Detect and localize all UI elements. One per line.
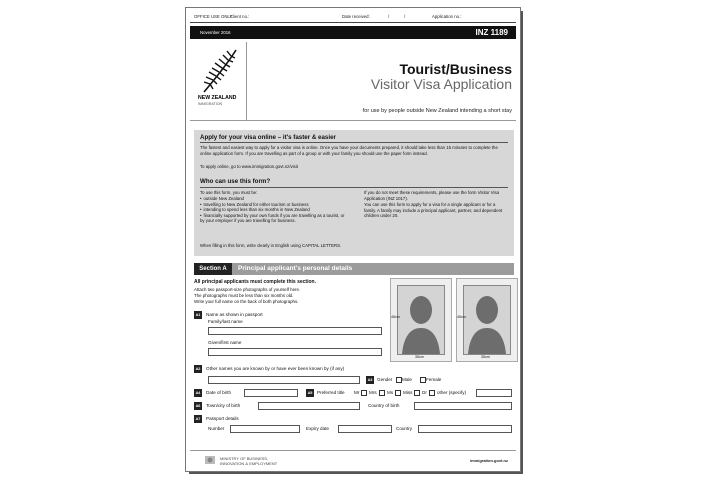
gender-label: Gender — [377, 377, 393, 382]
photo-box-1[interactable] — [390, 278, 452, 362]
question-badge-a1: A1 — [195, 313, 201, 317]
title-ms-checkbox[interactable] — [395, 390, 401, 396]
person-silhouette-icon — [464, 286, 510, 354]
other-names-label: Other names you are known by or have ever been known by (if any) — [206, 366, 345, 371]
title-other-label: other (specify) — [437, 390, 467, 395]
question-badge-a5: A5 — [307, 391, 313, 395]
photo-placeholder — [463, 285, 511, 355]
passport-country-input[interactable] — [418, 425, 512, 433]
logo-agency: IMMIGRATION — [198, 102, 223, 106]
passport-number-input[interactable] — [230, 425, 300, 433]
passport-number-label: Number — [208, 426, 225, 431]
form-subtitle-main: Visitor Visa Application — [370, 76, 512, 92]
divider — [190, 450, 516, 451]
office-use-label: OFFICE USE ONLY — [194, 14, 233, 19]
title-miss-label: Miss — [403, 390, 413, 395]
who-right-1: If you do not meet these requirements, please use the form Visitor Visa Application (INZ 1017). — [364, 190, 500, 201]
caps-note: When filling in this form, write clearly in English using CAPITAL LETTERS. — [200, 243, 342, 248]
family-name-input[interactable] — [208, 327, 382, 335]
male-label: Male — [402, 377, 412, 382]
expiry-label: Expiry date — [306, 426, 329, 431]
title-mrs-label: Mrs — [369, 390, 377, 395]
form-date: November 2016 — [200, 30, 231, 35]
divider — [200, 187, 508, 188]
passport-label: Passport details — [206, 416, 239, 421]
photo-placeholder — [397, 285, 445, 355]
photo-height-label: 45cm — [457, 315, 466, 319]
question-badge-a2: A2 — [195, 367, 201, 371]
photo-box-2[interactable] — [456, 278, 518, 362]
question-badge-a6: A6 — [195, 404, 201, 408]
family-name-label: Family/last name — [208, 319, 243, 324]
preferred-title-label: Preferred title — [317, 390, 345, 395]
ministry-name: MINISTRY OF BUSINESS, INNOVATION & EMPLOYMENT — [220, 456, 278, 466]
other-names-input[interactable] — [208, 376, 360, 384]
photo-width-label: 35cm — [481, 355, 490, 359]
divider — [200, 142, 508, 143]
logo-country: NEW ZEALAND — [198, 95, 237, 101]
list-item: • travelling to New Zealand for either tourism or business — [200, 202, 350, 208]
who-list — [200, 196, 350, 224]
list-item: • intending to spend less than six months in New Zealand — [200, 207, 350, 213]
question-badge-a7: A7 — [195, 417, 201, 421]
photo-width-label: 35cm — [415, 355, 424, 359]
date-slash: / — [388, 14, 390, 19]
who-intro: To use this form, you must be: — [200, 190, 258, 195]
title-dr-checkbox[interactable] — [429, 390, 435, 396]
crest-icon — [204, 455, 216, 465]
who-heading: Who can use this form? — [200, 178, 271, 185]
nz-logo — [192, 42, 247, 120]
title-mr-label: Mr — [354, 390, 360, 395]
form-number: INZ 1189 — [475, 28, 508, 37]
date-received-label: Date received: — [342, 14, 370, 19]
town-birth-input[interactable] — [258, 402, 360, 410]
expiry-input[interactable] — [338, 425, 392, 433]
passport-country-label: Country — [396, 426, 413, 431]
list-item: • financially supported by your own funds if you are travelling as a tourist, or by your employer if you are travelling for business. — [200, 213, 350, 224]
name-title-label: Name as shown in passport — [206, 312, 263, 317]
instruction-line: Attach two passport-size photographs of yourself here. — [194, 287, 301, 292]
question-badge-a4: A4 — [195, 391, 201, 395]
title-mr-checkbox[interactable] — [361, 390, 367, 396]
section-title: Principal applicant's personal details — [238, 265, 353, 272]
given-name-input[interactable] — [208, 348, 382, 356]
instruction-line: The photographs must be less than six months old. — [194, 293, 294, 298]
photo-height-label: 45cm — [391, 315, 400, 319]
info-box — [194, 130, 514, 256]
dob-label: Date of birth — [206, 390, 232, 395]
female-label: Female — [426, 377, 442, 382]
footer-website[interactable]: immigration.govt.nz — [470, 458, 508, 463]
form-subtitle: for use by people outside New Zealand intending a short stay — [362, 108, 512, 114]
divider — [190, 120, 516, 121]
instruction-bold: All principal applicants must complete this section. — [194, 279, 316, 285]
title-ms-label: Ms — [387, 390, 394, 395]
fern-icon — [200, 46, 240, 94]
date-slash: / — [404, 14, 406, 19]
form-page — [186, 8, 520, 471]
given-name-label: Given/first name — [208, 340, 242, 345]
application-number-label: Application no.: — [432, 14, 462, 19]
section-a-bar — [194, 263, 514, 275]
online-body: The fastest and easiest way to apply for a visitor visa is online. Once you have your documents prepared, it should take less than 15 minutes to complete the online application form. If you are travelling as part of a group or with your family you should use the paper form instead. — [200, 145, 498, 156]
online-heading: Apply for your visa online – it's faster & easier — [200, 134, 336, 141]
section-label: Section A — [194, 263, 232, 275]
client-number-label: Client no.: — [230, 14, 250, 19]
title-dr-label: Dr — [422, 390, 427, 395]
instruction-line: Write your full name on the back of both photographs. — [194, 299, 299, 304]
title-mrs-checkbox[interactable] — [379, 390, 385, 396]
list-item: • outside New Zealand — [200, 196, 350, 202]
title-miss-checkbox[interactable] — [414, 390, 420, 396]
online-link[interactable]: To apply online, go to www.immigration.govt.nz/visit — [200, 164, 298, 169]
question-badge-a3: A3 — [367, 378, 373, 382]
dob-input[interactable] — [244, 389, 298, 397]
who-right-2: You can use this form to apply for a visa for a single applicant or for a family. A family may include a principal applicant, partner, and dependent children under 20. — [364, 202, 503, 219]
country-birth-label: Country of birth — [368, 403, 400, 408]
title-other-input[interactable] — [476, 389, 512, 397]
form-title: Tourist/Business — [399, 61, 512, 77]
person-silhouette-icon — [398, 286, 444, 354]
header-bar — [190, 26, 516, 39]
town-birth-label: Town/city of birth — [206, 403, 241, 408]
country-birth-input[interactable] — [414, 402, 512, 410]
divider — [190, 22, 516, 23]
